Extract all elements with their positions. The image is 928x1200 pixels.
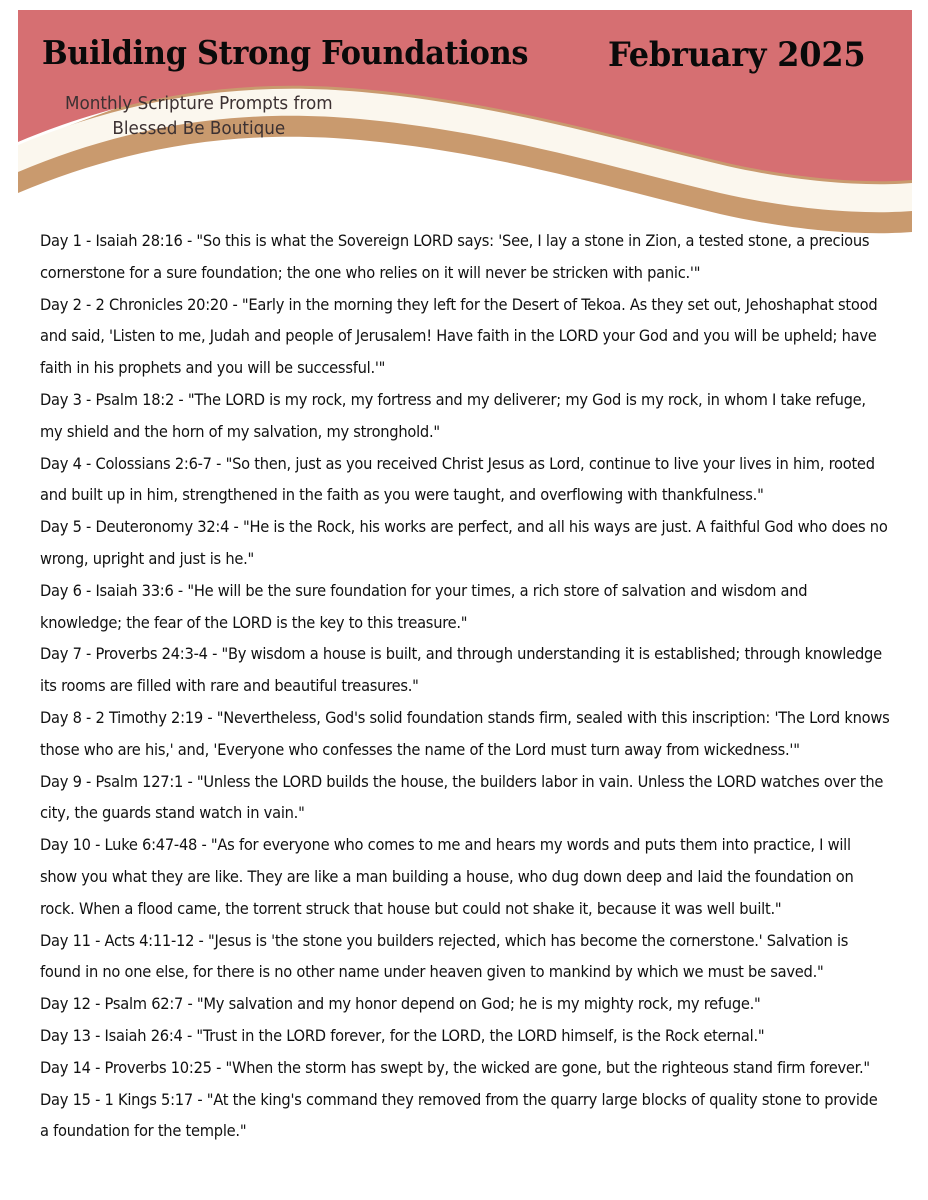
scripture-entry: Day 12 - Psalm 62:7 - "My salvation and my honor depend on God; he is my mighty rock, my refuge." bbox=[40, 994, 761, 1014]
scripture-entry: Day 3 - Psalm 18:2 - "The LORD is my rock, my fortress and my deliverer; my God is my rock, in whom I take refuge, my shield and the horn of my salvation, my stronghold." bbox=[40, 389, 866, 441]
scripture-entry: Day 11 - Acts 4:11-12 - "Jesus is 'the stone you builders rejected, which has become the cornerstone.' Salvation is found in no one else, for there is no other name under heaven given to mankind by which we must be saved." bbox=[40, 930, 849, 982]
scripture-entry: Day 7 - Proverbs 24:3-4 - "By wisdom a house is built, and through understanding it is established; through knowledge its rooms are filled with rare and beautiful treasures." bbox=[40, 644, 882, 696]
scripture-entry: Day 9 - Psalm 127:1 - "Unless the LORD builds the house, the builders labor in vain. Unless the LORD watches over the city, the guards stand watch in vain." bbox=[40, 771, 884, 823]
scripture-entry: Day 15 - 1 Kings 5:17 - "At the king's command they removed from the quarry large blocks of quality stone to provide a foundation for the temple." bbox=[40, 1089, 878, 1141]
header-banner bbox=[0, 0, 928, 240]
scripture-entry: Day 8 - 2 Timothy 2:19 - "Nevertheless, God's solid foundation stands firm, sealed with this inscription: 'The Lord knows those who are his,' and, 'Everyone who confesses the name of the Lord must turn away from wickedness.'" bbox=[40, 707, 890, 759]
subtitle-line-2: Blessed Be Boutique bbox=[112, 119, 286, 139]
scripture-entry: Day 4 - Colossians 2:6-7 - "So then, just as you received Christ Jesus as Lord, continue to live your lives in him, rooted and built up in him, strengthened in the faith as you were taught, and overflowing with thankfulness." bbox=[40, 453, 875, 505]
scripture-entry: Day 14 - Proverbs 10:25 - "When the storm has swept by, the wicked are gone, but the righteous stand firm forever." bbox=[40, 1057, 870, 1077]
scripture-list bbox=[40, 225, 890, 1147]
rose-header-shape bbox=[18, 10, 912, 181]
scripture-entry: Day 10 - Luke 6:47-48 - "As for everyone who comes to me and hears my words and puts them into practice, I will show you what they are like. They are like a man building a house, who dug down deep and laid the foundation on rock. When a flood came, the torrent struck that house but could not shake it, because it was well built." bbox=[40, 835, 854, 918]
issue-date: February 2025 bbox=[608, 35, 866, 75]
scripture-entry: Day 5 - Deuteronomy 32:4 - "He is the Rock, his works are perfect, and all his ways are just. A faithful God who does no wrong, upright and just is he." bbox=[40, 517, 888, 568]
scripture-entry: Day 1 - Isaiah 28:16 - "So this is what the Sovereign LORD says: 'See, I lay a stone in Zion, a tested stone, a precious cornerstone for a sure foundation; the one who relies on it will never be stricken with panic.'" bbox=[40, 231, 870, 282]
scripture-entry: Day 6 - Isaiah 33:6 - "He will be the sure foundation for your times, a rich store of salvation and wisdom and knowledge; the fear of the LORD is the key to this treasure." bbox=[40, 580, 808, 632]
header-wave-graphic bbox=[0, 0, 928, 240]
subtitle-line-1: Monthly Scripture Prompts from bbox=[64, 94, 333, 114]
page-title: Building Strong Foundations bbox=[42, 33, 529, 72]
scripture-entry: Day 2 - 2 Chronicles 20:20 - "Early in the morning they left for the Desert of Tekoa. As they set out, Jehoshaphat stood and said, 'Listen to me, Judah and people of Jerusalem! Have faith in the LORD your God and you will be upheld; have faith in his prophets and you will be successful.'" bbox=[40, 294, 878, 378]
scripture-entry: Day 13 - Isaiah 26:4 - "Trust in the LORD forever, for the LORD, the LORD himself, is the Rock eternal." bbox=[40, 1025, 765, 1045]
